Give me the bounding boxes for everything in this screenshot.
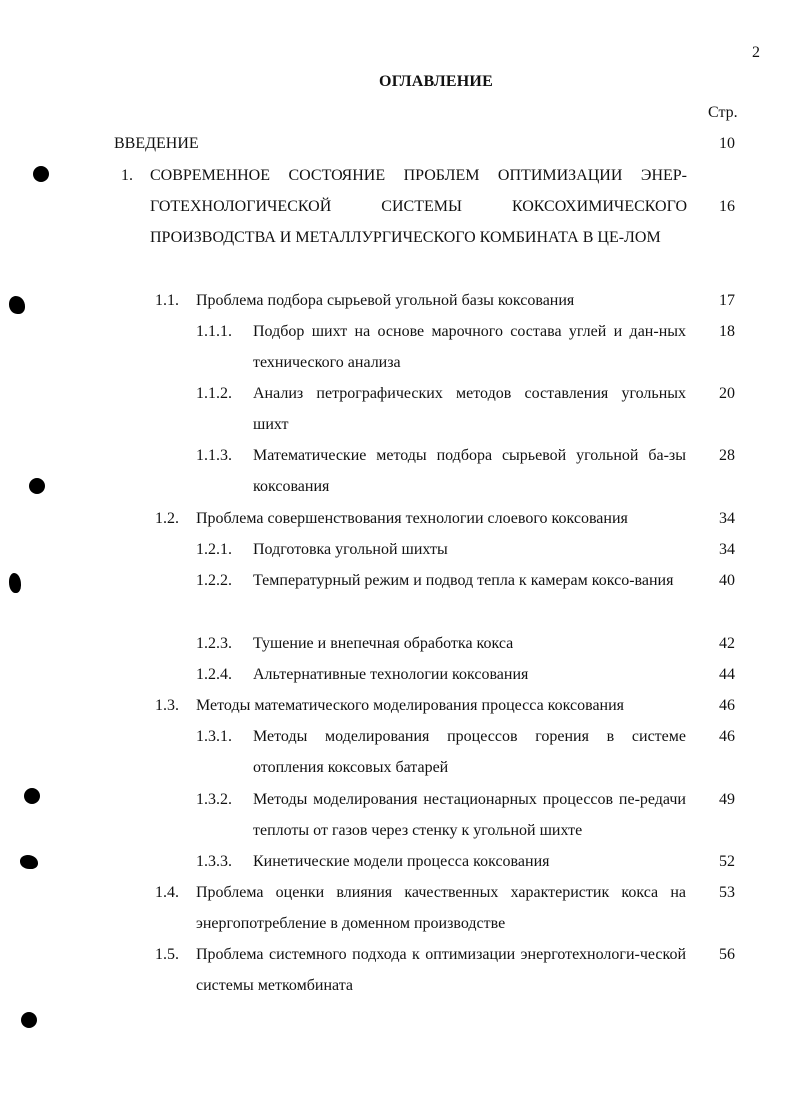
toc-entry-text: Математические методы подбора сырьевой угольной ба-зы коксования [253,447,686,495]
toc-entry-page: 44 [719,666,735,683]
ink-blot [20,855,38,869]
toc-entry-text: Проблема подбора сырьевой угольной базы коксования [196,292,575,309]
toc-entry-number: 1.1.2. [196,385,232,402]
ink-blot [9,573,21,593]
toc-entry-page: 46 [719,697,735,714]
toc-entry-text: Проблема оценки влияния качественных характеристик кокса на энергопотребление в доменном производстве [196,884,686,932]
toc-entry-text: Кинетические модели процесса коксования [253,853,550,870]
toc-entry-page: 34 [719,510,735,527]
toc-entry-number: 1.3.2. [196,791,232,808]
toc-entry-text: Альтернативные технологии коксования [253,666,529,683]
toc-entry-number: 1.3.3. [196,853,232,870]
toc-entry-text: Методы математического моделирования процесса коксования [196,697,625,714]
toc-entry-page: 40 [719,572,735,589]
toc-intro-label: ВВЕДЕНИЕ [114,135,199,152]
toc-entry-page: 28 [719,447,735,464]
toc-entry-number: 1.1.3. [196,447,232,464]
toc-entry-text: Подготовка угольной шихты [253,541,448,558]
toc-entry-number: 1.3.1. [196,728,232,745]
toc-entry-page: 20 [719,385,735,402]
toc-entry-number: 1.3. [155,697,179,714]
toc-entry-number: 1.1.1. [196,323,232,340]
toc-entry-number: 1.4. [155,884,179,901]
toc-chapter-text: СОВРЕМЕННОЕ СОСТОЯНИЕ ПРОБЛЕМ ОПТИМИЗАЦИИ ЭНЕР-ГОТЕХНОЛОГИЧЕСКОЙ СИСТЕМЫ КОКСОХИМИЧЕСКОГО ПРОИЗВОДСТВА И МЕТАЛЛУРГИЧЕСКОГО КОМБИНАТА В ЦЕ-ЛОМ [150,167,687,246]
toc-entry-text: Температурный режим и подвод тепла к камерам коксо-вания [253,572,674,589]
toc-entry-number: 1.2.1. [196,541,232,558]
toc-intro-page: 10 [719,135,735,152]
toc-entry-page: 42 [719,635,735,652]
toc-entry-page: 53 [719,884,735,901]
toc-entry-number: 1.5. [155,946,179,963]
toc-entry-page: 49 [719,791,735,808]
toc-chapter-number: 1. [121,167,133,184]
toc-entry-number: 1.2.4. [196,666,232,683]
punch-hole [33,166,49,182]
toc-entry-number: 1.2.3. [196,635,232,652]
toc-entry-page: 52 [719,853,735,870]
toc-entry-page: 56 [719,946,735,963]
punch-hole [21,1012,37,1028]
punch-hole [29,478,45,494]
page-number: 2 [752,44,760,61]
toc-entry-text: Методы моделирования процессов горения в системе отопления коксовых батарей [253,728,686,776]
toc-entry-text: Тушение и внепечная обработка кокса [253,635,514,652]
toc-entry-number: 1.2. [155,510,179,527]
toc-entry-number: 1.1. [155,292,179,309]
punch-hole [24,788,40,804]
toc-entry-page: 18 [719,323,735,340]
page-title: ОГЛАВЛЕНИЕ [379,73,493,90]
ink-blot [9,296,25,314]
toc-entry-text: Подбор шихт на основе марочного состава углей и дан-ных технического анализа [253,323,686,371]
toc-chapter-page: 16 [719,198,735,215]
toc-entry-text: Проблема системного подхода к оптимизации энерготехнологи-ческой системы меткомбината [196,946,686,994]
toc-entry-page: 46 [719,728,735,745]
toc-entry-text: Анализ петрографических методов составления угольных шихт [253,385,686,433]
toc-entry-page: 34 [719,541,735,558]
toc-entry-text: Проблема совершенствования технологии слоевого коксования [196,510,628,527]
toc-entry-number: 1.2.2. [196,572,232,589]
page-column-header: Стр. [708,104,738,121]
toc-entry-text: Методы моделирования нестационарных процессов пе-редачи теплоты от газов через стенку к угольной шихте [253,791,686,839]
toc-entry-page: 17 [719,292,735,309]
